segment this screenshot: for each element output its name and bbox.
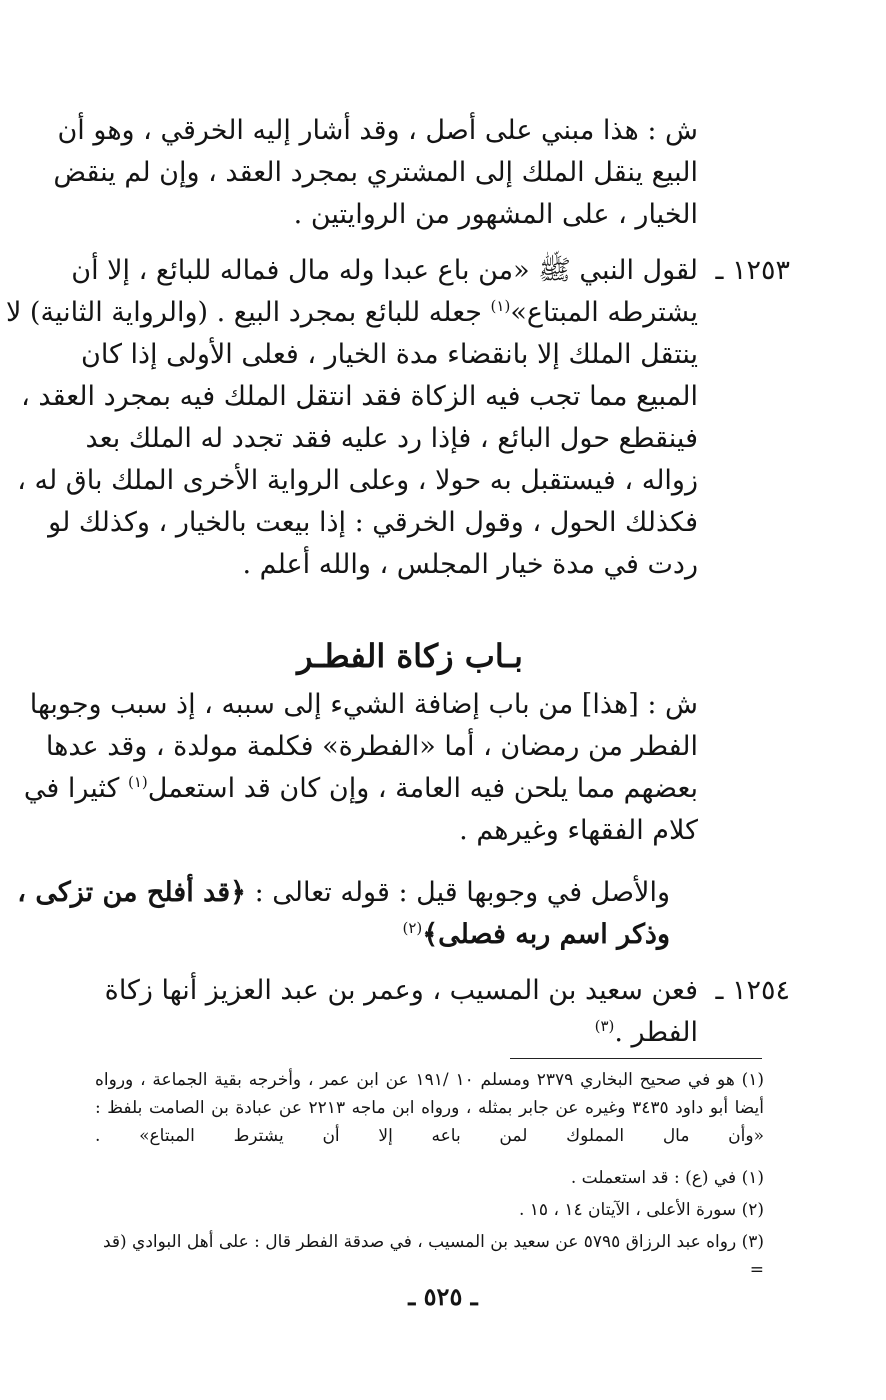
text-line: الفطر من رمضان ، أما «الفطرة» فكلمة مولدة ، وقد عدها xyxy=(45,731,698,762)
text-line xyxy=(17,872,698,914)
text-line: البيع ينقل الملك إلى المشتري بمجرد العقد ، وإن لم ينقض xyxy=(53,157,698,188)
footnote-ref: (٢) xyxy=(402,919,423,937)
footnote-surah: (٢) سورة الأعلى ، الآيتان ١٤ ، ١٥ . xyxy=(518,1200,764,1220)
footnote-ref: (١) xyxy=(128,773,148,791)
quran-verse: وذكر اسم ربه فصلى﴾ xyxy=(422,919,670,950)
text-line: ش : [هذا] من باب إضافة الشيء إلى سببه ، إذ سبب وجوبها xyxy=(29,689,698,720)
footnote-line: «وأن مال المملوك لمن باعه إلا أن يشترط المبتاع» . xyxy=(95,1126,764,1146)
footnote-abdulrazzaq: (٣) رواه عبد الرزاق ٥٧٩٥ عن سعيد بن المسيب ، في صدقة الفطر قال : على أهل البوادي (قد = xyxy=(102,1232,764,1280)
paragraph-1254 xyxy=(104,970,698,1054)
paragraph-evidence xyxy=(17,872,698,956)
text-line xyxy=(122,1012,698,1054)
footnote-variant: (١) في (ع) : قد استعملت . xyxy=(570,1168,764,1188)
text-line: فينقطع حول البائع ، فإذا رد عليه فقد تجدد له الملك بعد xyxy=(85,423,698,454)
text-line: الخيار ، على المشهور من الروايتين . xyxy=(293,199,698,230)
text-line: المبيع مما تجب فيه الزكاة فقد انتقل الملك فيه بمجرد العقد ، xyxy=(21,381,698,412)
text-segment: الفطر . xyxy=(614,1017,698,1048)
text-segment: جعله للبائع بمجرد البيع . (والرواية الثانية) لا xyxy=(5,297,482,328)
footnote-separator xyxy=(510,1058,762,1059)
paragraph-1253 xyxy=(5,250,698,586)
text-line: ينتقل الملك إلا بانقضاء مدة الخيار ، فعلى الأولى إذا كان xyxy=(81,339,698,370)
text-line: زواله ، فيستقبل به حولا ، وعلى الرواية الأخرى الملك باق له ، xyxy=(17,465,698,496)
text-line: فعن سعيد بن المسيب ، وعمر بن عبد العزيز أنها زكاة xyxy=(104,975,698,1006)
footnote-hadith-source xyxy=(95,1066,764,1150)
paragraph-explanation-1 xyxy=(53,110,698,236)
item-number-1254: ١٢٥٤ ـ xyxy=(715,975,790,1006)
text-line xyxy=(122,914,698,956)
text-segment: كثيرا في xyxy=(23,773,120,804)
text-line: فكذلك الحول ، وقول الخرقي : إذا بيعت بالخيار ، وكذلك لو xyxy=(48,507,698,538)
item-number-1253: ١٢٥٣ ـ xyxy=(715,255,790,286)
text-line: ردت في مدة خيار المجلس ، والله أعلم . xyxy=(242,549,698,580)
text-line: ش : هذا مبني على أصل ، وقد أشار إليه الخرقي ، وهو أن xyxy=(57,115,698,146)
text-segment: بعضهم مما يلحن فيه العامة ، وإن كان قد استعمل xyxy=(147,773,698,804)
text-line xyxy=(5,292,698,334)
quran-verse: ﴿قد أفلح من تزكى ، xyxy=(17,877,246,908)
text-line xyxy=(23,768,698,810)
quote-text: يشترطه المبتاع» xyxy=(510,297,698,328)
footnote-line: (١) هو في صحيح البخاري ٢٣٧٩ ومسلم ١٠ /١٩١ عن ابن عمر ، وأخرجه بقية الجماعة ، ورواه xyxy=(95,1070,765,1090)
footnote-line: أيضا أبو داود ٣٤٣٥ وغيره عن جابر بمثله ، ورواه ابن ماجه ٢٢١٣ عن عبادة بن الصامت بلفظ : xyxy=(95,1098,764,1118)
text-segment: والأصل في وجوبها قيل : قوله تعالى : xyxy=(246,877,670,908)
footnote-ref: (١) xyxy=(490,297,511,315)
page-number: ـ ٥٢٥ ـ xyxy=(408,1282,478,1311)
paragraph-explanation-2 xyxy=(23,684,698,852)
text-line: كلام الفقهاء وغيرهم . xyxy=(459,815,698,846)
text-line: لقول النبي ﷺ «من باع عبدا وله مال فماله للبائع ، إلا أن xyxy=(71,255,698,286)
chapter-heading: بـاب زكاة الفطـر xyxy=(297,637,523,675)
footnote-ref: (٣) xyxy=(594,1017,615,1035)
